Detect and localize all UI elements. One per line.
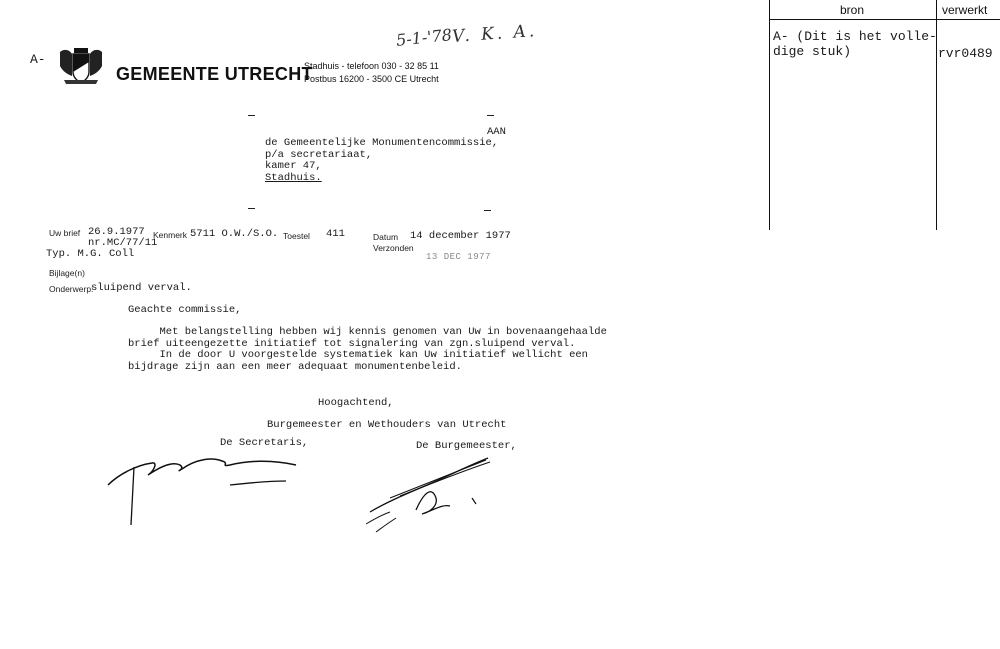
- toestel-value: 411: [326, 228, 345, 240]
- body-line-2: brief uiteengezette initiatief tot signalering van zgn.sluipend verval.: [128, 337, 576, 350]
- recipient-address: [265, 137, 498, 183]
- recipient-line-3: kamer 47,: [265, 160, 322, 172]
- source-line-2: dige stuk): [773, 44, 852, 59]
- closing: Hoogachtend,: [318, 397, 394, 409]
- body-line-1: Met belangstelling hebben wij kennis genomen van Uw in bovenaangehaalde: [128, 326, 607, 338]
- recipient-line-1: de Gemeentelijke Monumentencommissie,: [265, 137, 499, 149]
- secretary-label: De Secretaris,: [220, 437, 309, 449]
- aan-label: AAN: [487, 126, 506, 138]
- onderwerp-value: sluipend verval.: [91, 282, 192, 294]
- secretary-signature-icon: [100, 445, 310, 530]
- kenmerk-label: Kenmerk: [153, 230, 188, 240]
- address-line-1: Stadhuis - telefoon 030 - 32 85 11: [304, 61, 439, 71]
- verzonden-label: Verzonden: [373, 243, 414, 253]
- signatory-organization: Burgemeester en Wethouders van Utrecht: [267, 419, 507, 431]
- body-paragraph: [128, 326, 607, 372]
- toestel-label: Toestel: [283, 231, 310, 241]
- body-line-4: bijdrage zijn aan een meer adequaat monumentenbeleid.: [128, 360, 462, 373]
- datum-value: 14 december 1977: [410, 230, 511, 242]
- uw-brief-label: Uw brief: [49, 228, 81, 238]
- address-line-2: Postbus 16200 - 3500 CE Utrecht: [304, 74, 439, 84]
- address-mark-tl: [248, 115, 255, 116]
- handwritten-initials: V. K. A.: [451, 21, 538, 47]
- datum-label: Datum: [373, 232, 399, 242]
- address-mark-tr: [487, 115, 494, 116]
- uw-brief-date: 26.9.1977: [88, 226, 145, 238]
- address-mark-br: [484, 210, 491, 211]
- column-header-verwerkt: verwerkt: [942, 3, 988, 17]
- column-header-bron: bron: [840, 3, 865, 17]
- recipient-line-4: Stadhuis.: [265, 171, 322, 184]
- salutation: Geachte commissie,: [128, 304, 242, 316]
- source-line-1: A- (Dit is het volle-: [773, 29, 937, 44]
- typist-line: Typ. M.G. Coll: [46, 248, 135, 260]
- organization-name: GEMEENTE UTRECHT: [116, 64, 313, 84]
- letter-marker: A-: [30, 52, 46, 67]
- verzonden-stamp: 13 DEC 1977: [426, 252, 491, 262]
- uw-brief-number: nr.MC/77/11: [88, 237, 158, 249]
- handwritten-date: 5-1-'78: [395, 25, 453, 50]
- address-mark-bl: [248, 208, 255, 209]
- body-line-3: In de door U voorgestelde systematiek kan Uw initiatief wellicht een: [128, 349, 588, 361]
- kenmerk-value: 5711 O.W./S.O.: [190, 228, 279, 240]
- table-header-rule: [769, 19, 1000, 20]
- mayor-label: De Burgemeester,: [416, 440, 517, 452]
- bijlage-label: Bijlage(n): [49, 268, 85, 278]
- table-left-border: [769, 0, 770, 230]
- processed-code: rvr0489: [938, 46, 993, 61]
- source-note: [773, 29, 937, 59]
- mayor-signature-icon: [360, 452, 500, 537]
- onderwerp-label: Onderwerp:: [49, 284, 94, 294]
- coat-of-arms-icon: [56, 46, 106, 88]
- recipient-line-2: p/a secretariaat,: [265, 148, 373, 161]
